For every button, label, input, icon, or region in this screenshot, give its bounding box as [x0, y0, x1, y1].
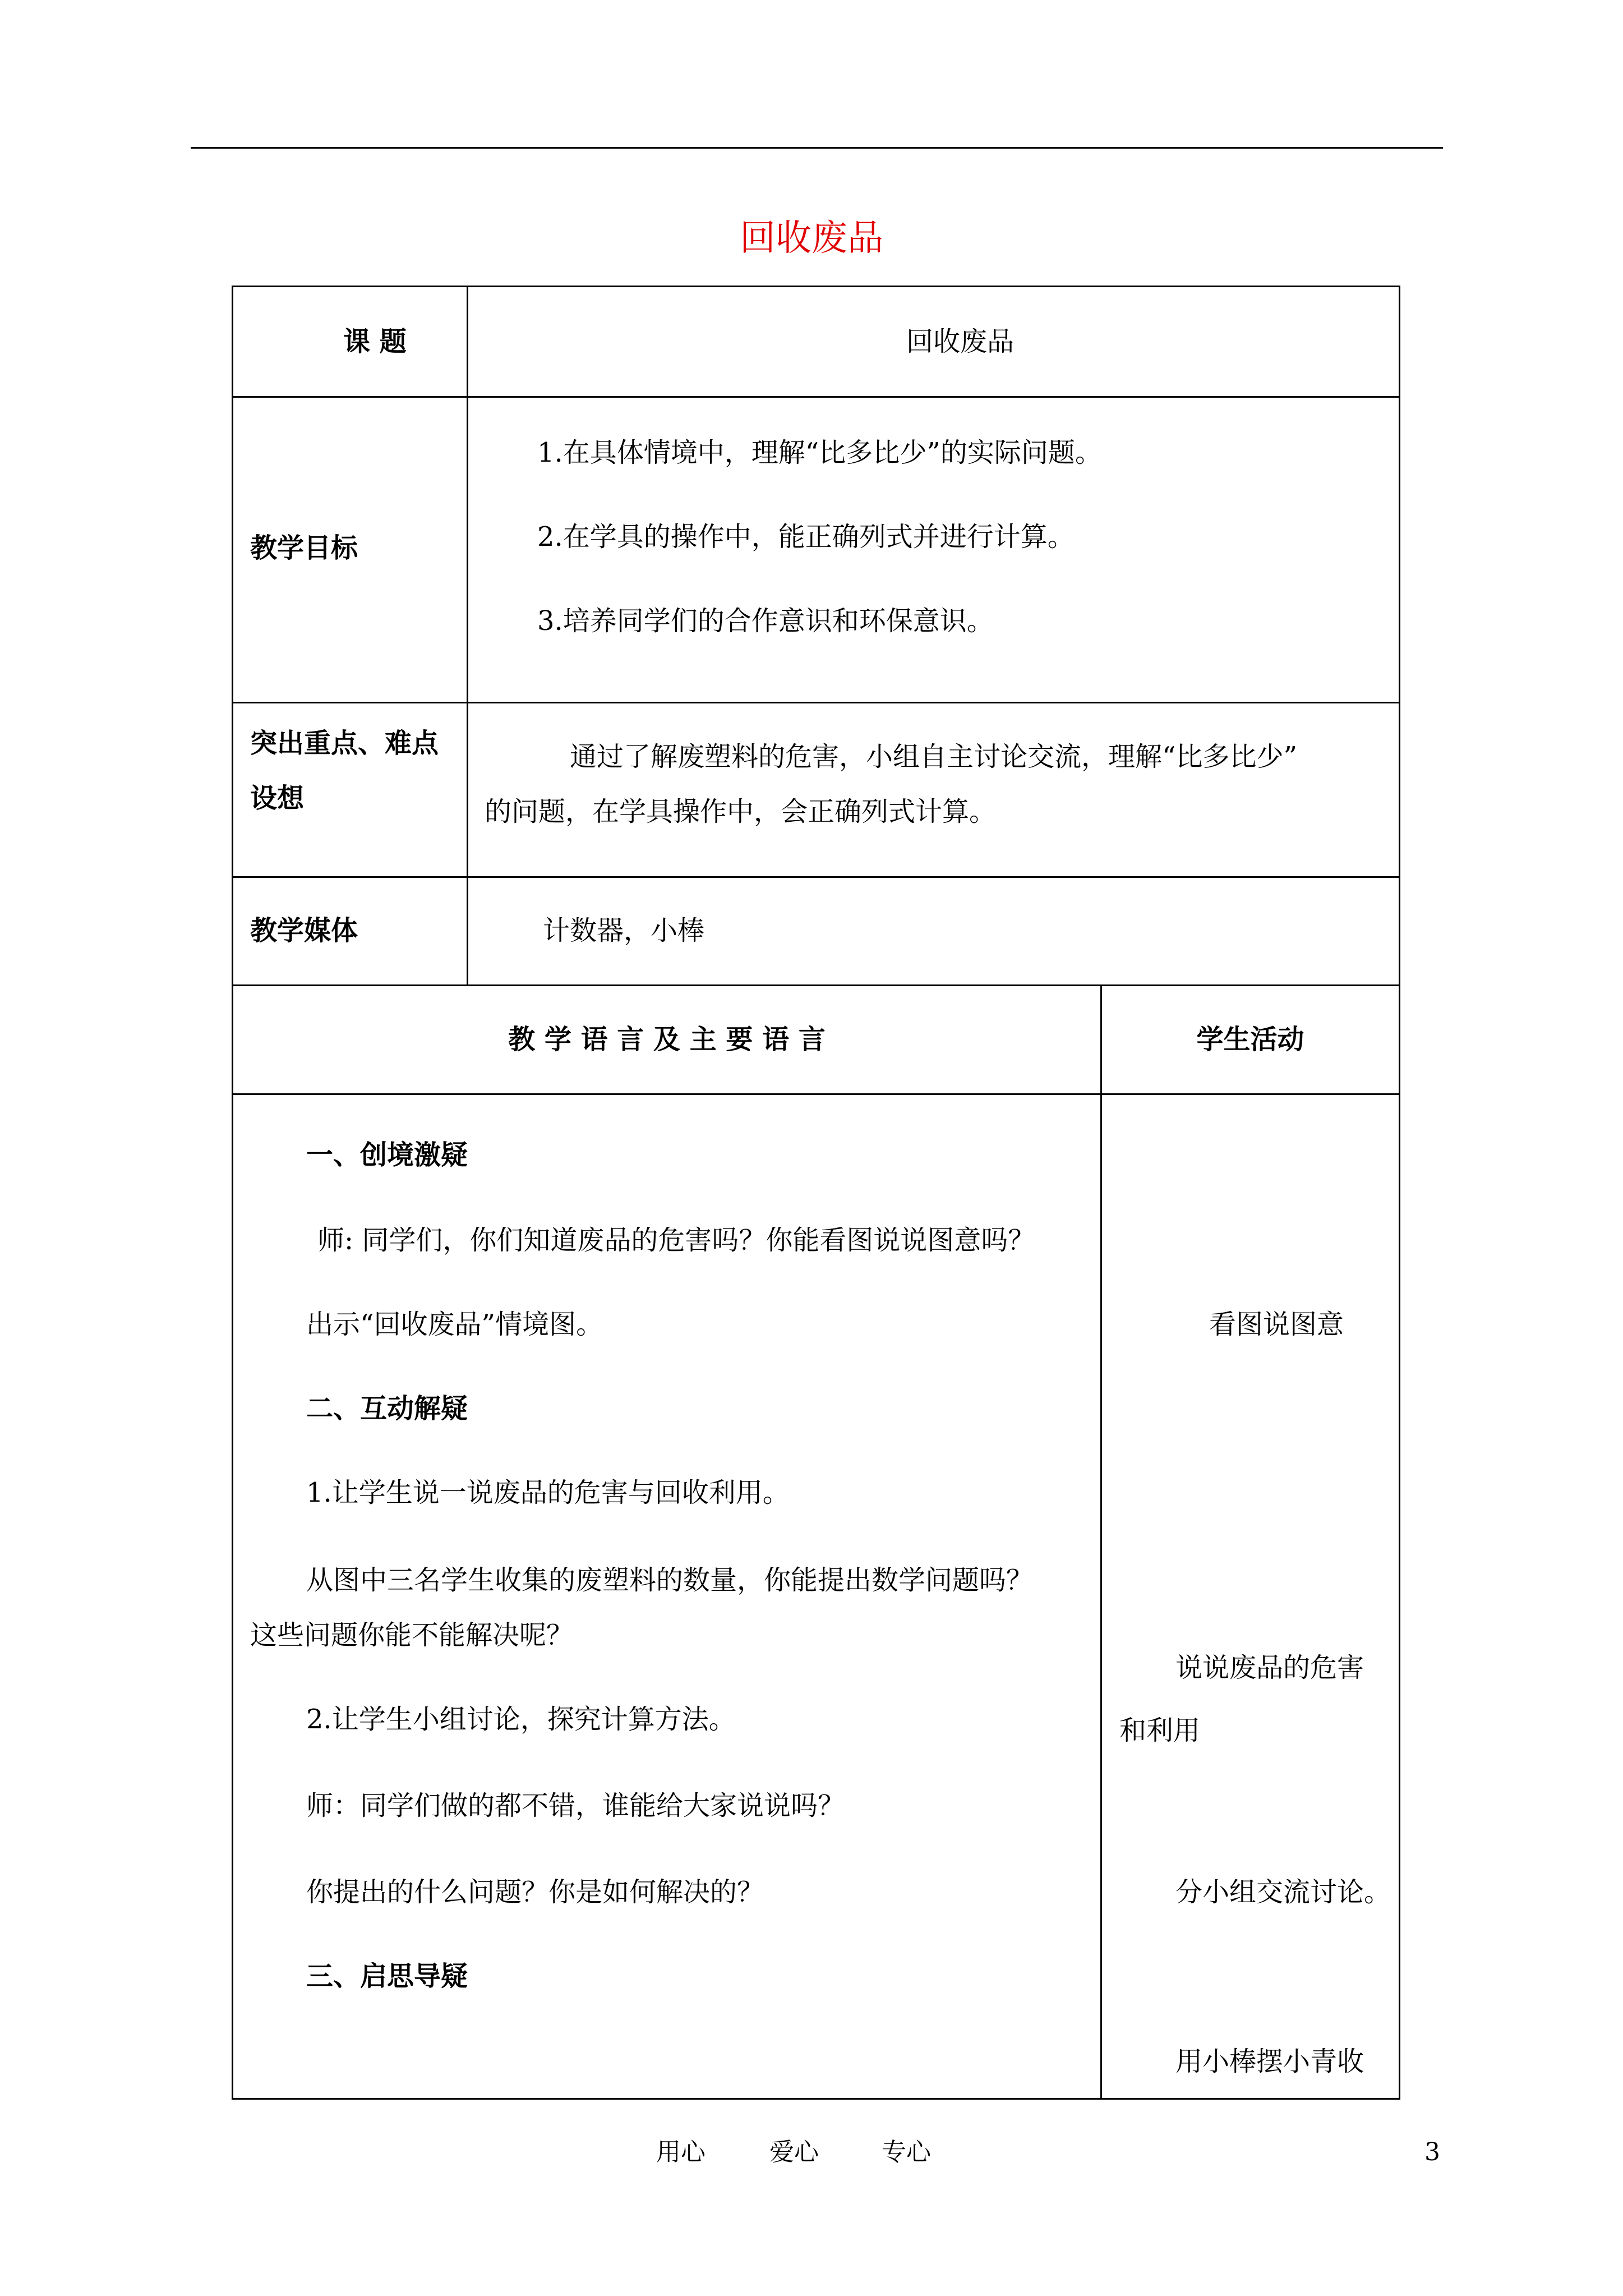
section-heading: 二、互动解疑 [306, 1393, 468, 1424]
focus-label-cont: 设想 [250, 783, 305, 814]
student-activity: 用小棒摆小青收 [1175, 2046, 1364, 2077]
main-column-header: 教 学 语 言 及 主 要 语 言 [508, 1024, 826, 1055]
focus-label: 突出重点、难点 [250, 728, 439, 759]
goal-item: 1.在具体情境中，理解“比多比少”的实际问题。 [537, 437, 1102, 468]
topic-value: 回收废品 [906, 326, 1015, 357]
lesson-line: 师：同学们做的都不错，谁能给大家说说吗？ [306, 1790, 845, 1821]
goal-item: 2.在学具的操作中，能正确列式并进行计算。 [537, 521, 1075, 553]
lesson-line: 师: 同学们，你们知道废品的危害吗？你能看图说说图意吗？ [317, 1225, 1035, 1256]
row-divider [233, 984, 1399, 986]
student-activity: 分小组交流讨论。 [1175, 1876, 1391, 1908]
row-divider [233, 876, 1399, 878]
media-value: 计数器，小棒 [543, 915, 705, 946]
media-label: 教学媒体 [250, 915, 358, 946]
footer-motto-2: 爱心 [769, 2138, 819, 2166]
lesson-line: 出示“回收废品”情境图。 [306, 1309, 603, 1340]
section-heading: 三、启思导疑 [306, 1961, 468, 1992]
lesson-line: 从图中三名学生收集的废塑料的数量，你能提出数学问题吗？ [306, 1565, 1034, 1596]
student-activity: 和利用 [1119, 1715, 1201, 1746]
student-column-header: 学生活动 [1196, 1024, 1304, 1055]
lesson-line: 你提出的什么问题？你是如何解决的？ [306, 1876, 764, 1908]
lesson-plan-table [232, 286, 1400, 2100]
focus-text: 通过了解废塑料的危害，小组自主讨论交流，理解“比多比少” [570, 741, 1298, 772]
goal-item: 3.培养同学们的合作意识和环保意识。 [537, 605, 994, 637]
page-number: 3 [1424, 2138, 1440, 2166]
footer-motto-1: 用心 [656, 2138, 706, 2166]
lesson-line: 1.让学生说一说废品的危害与回收利用。 [306, 1477, 790, 1508]
document-title: 回收废品 [740, 218, 883, 259]
header-rule [191, 147, 1443, 149]
column-divider-label [467, 287, 468, 984]
student-activity: 看图说图意 [1209, 1309, 1344, 1340]
lesson-line: 这些问题你能不能解决呢？ [250, 1619, 574, 1651]
section-heading: 一、创境激疑 [306, 1139, 468, 1171]
row-divider [233, 702, 1399, 703]
focus-text-cont: 的问题，在学具操作中，会正确列式计算。 [485, 796, 997, 827]
row-divider [233, 396, 1399, 398]
student-activity: 说说废品的危害 [1175, 1652, 1364, 1683]
topic-label: 课 题 [343, 326, 407, 357]
footer-motto-3: 专心 [882, 2138, 931, 2166]
lesson-line: 2.让学生小组讨论，探究计算方法。 [306, 1704, 736, 1735]
row-divider [233, 1093, 1399, 1095]
goals-label: 教学目标 [250, 532, 358, 564]
column-divider-student [1100, 984, 1102, 2098]
